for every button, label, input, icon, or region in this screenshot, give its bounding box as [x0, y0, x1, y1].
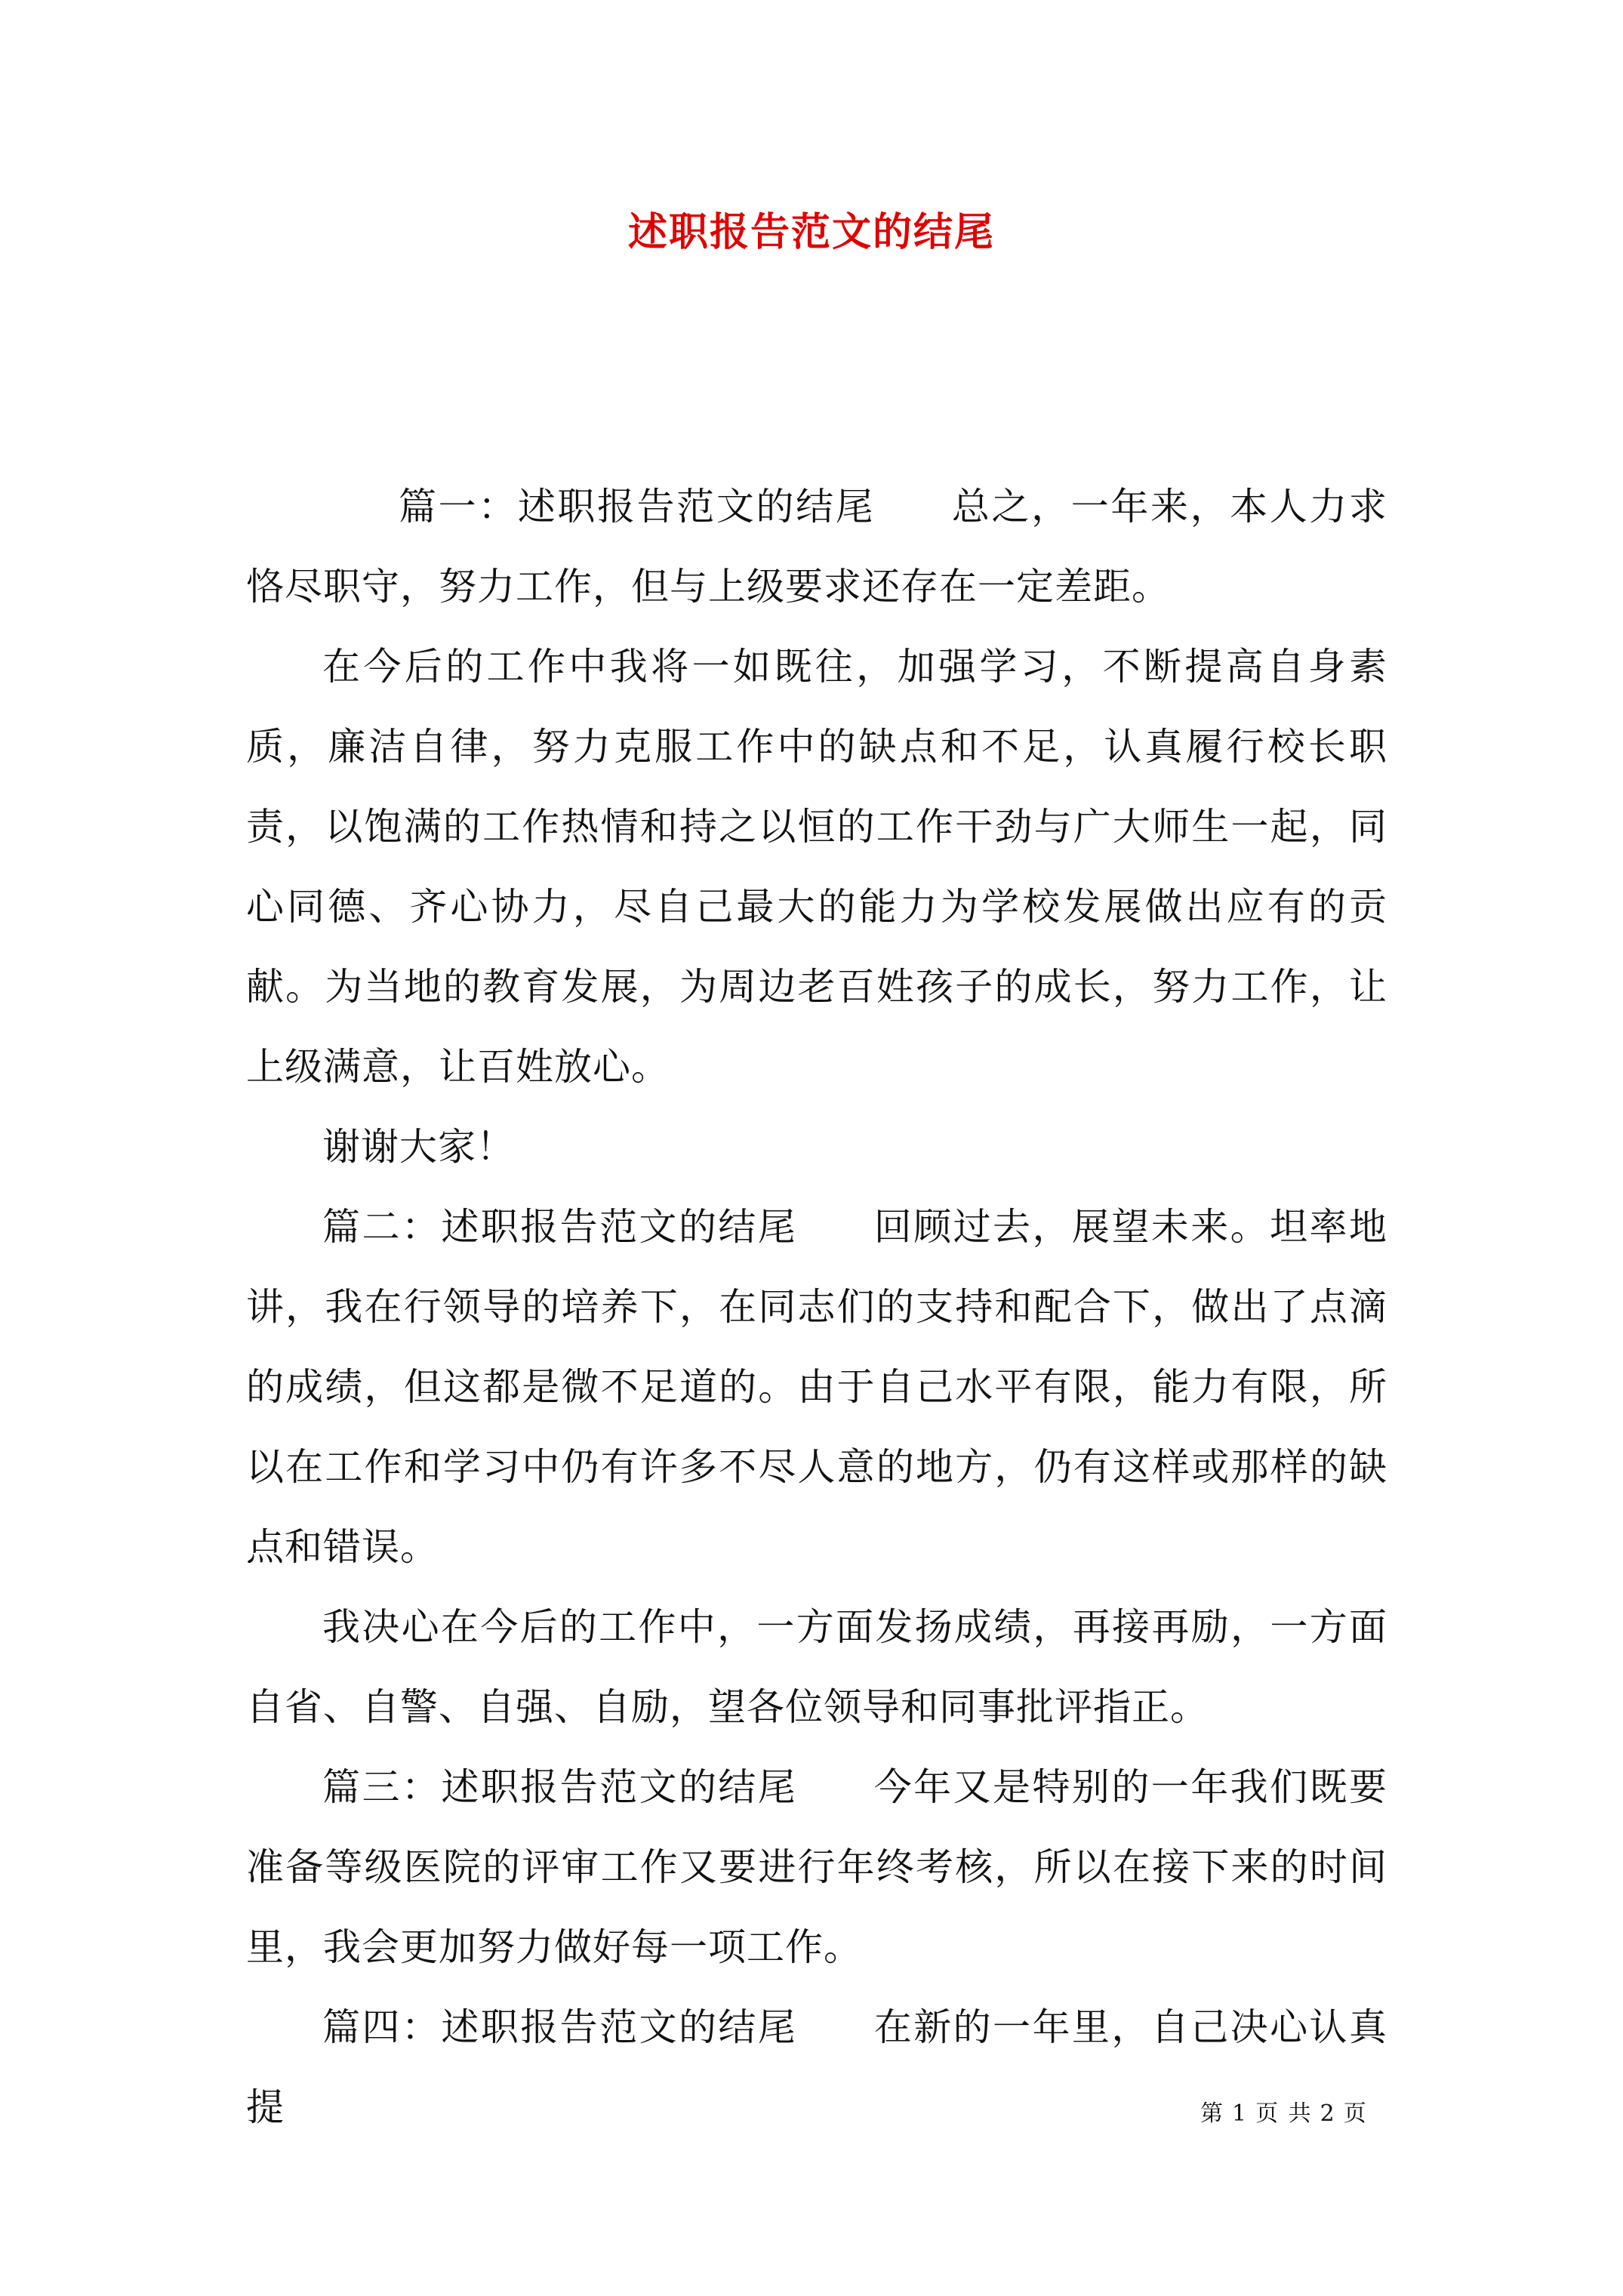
paragraph-6	[246, 1747, 1387, 1987]
page-number-suffix: 页	[1343, 2100, 1368, 2127]
page-number-prefix: 第	[1200, 2100, 1224, 2127]
page-number-total: 2	[1320, 2100, 1336, 2127]
paragraph-1	[246, 467, 1387, 627]
document-body	[246, 467, 1387, 2147]
section-heading-2: 篇二：述职报告范文的结尾	[322, 1205, 798, 1249]
section-heading-3: 篇三：述职报告范文的结尾	[322, 1765, 798, 1809]
paragraph-text-1: 总之，一年来，本人力求恪尽职守，努力工作，但与上级要求还存在一定差距。	[246, 485, 1388, 609]
paragraph-text-4: 回顾过去，展望未来。坦率地讲，我在行领导的培养下，在同志们的支持和配合下，做出了点滴的成绩，但这都是微不足道的。由于自己水平有限，能力有限，所以在工作和学习中仍有许多不尽人意的地方，仍有这样或那样的缺点和错误。	[246, 1205, 1388, 1569]
paragraph-3	[246, 1107, 1387, 1187]
section-heading-4: 篇四：述职报告范文的结尾	[322, 2005, 798, 2049]
paragraph-4	[246, 1187, 1387, 1587]
paragraph-text-6: 今年又是特别的一年我们既要准备等级医院的评审工作又要进行年终考核，所以在接下来的时间里，我会更加努力做好每一项工作。	[246, 1765, 1388, 1969]
paragraph-text-3: 谢谢大家！	[322, 1125, 515, 1169]
paragraph-text-2: 在今后的工作中我将一如既往，加强学习，不断提高自身素质，廉洁自律，努力克服工作中的缺点和不足，认真履行校长职责，以饱满的工作热情和持之以恒的工作干劲与广大师生一起，同心同德、齐心协力，尽自己最大的能力为学校发展做出应有的贡献。为当地的教育发展，为周边老百姓孩子的成长，努力工作，让上级满意，让百姓放心。	[246, 645, 1387, 1089]
document-title: 述职报告范文的结尾	[627, 209, 995, 255]
page-number-middle: 页 共	[1255, 2100, 1313, 2127]
page-number-current: 1	[1232, 2100, 1249, 2127]
paragraph-text-5: 我决心在今后的工作中，一方面发扬成绩，再接再励，一方面自省、自警、自强、自励，望各位领导和同事批评指正。	[246, 1605, 1387, 1729]
paragraph-text-7: 在新的一年里，自己决心认真提	[246, 2005, 1388, 2129]
section-heading-1: 篇一：述职报告范文的结尾	[399, 485, 876, 529]
paragraph-2	[246, 627, 1387, 1107]
paragraph-5	[246, 1587, 1387, 1747]
page-number	[1200, 2099, 1368, 2129]
